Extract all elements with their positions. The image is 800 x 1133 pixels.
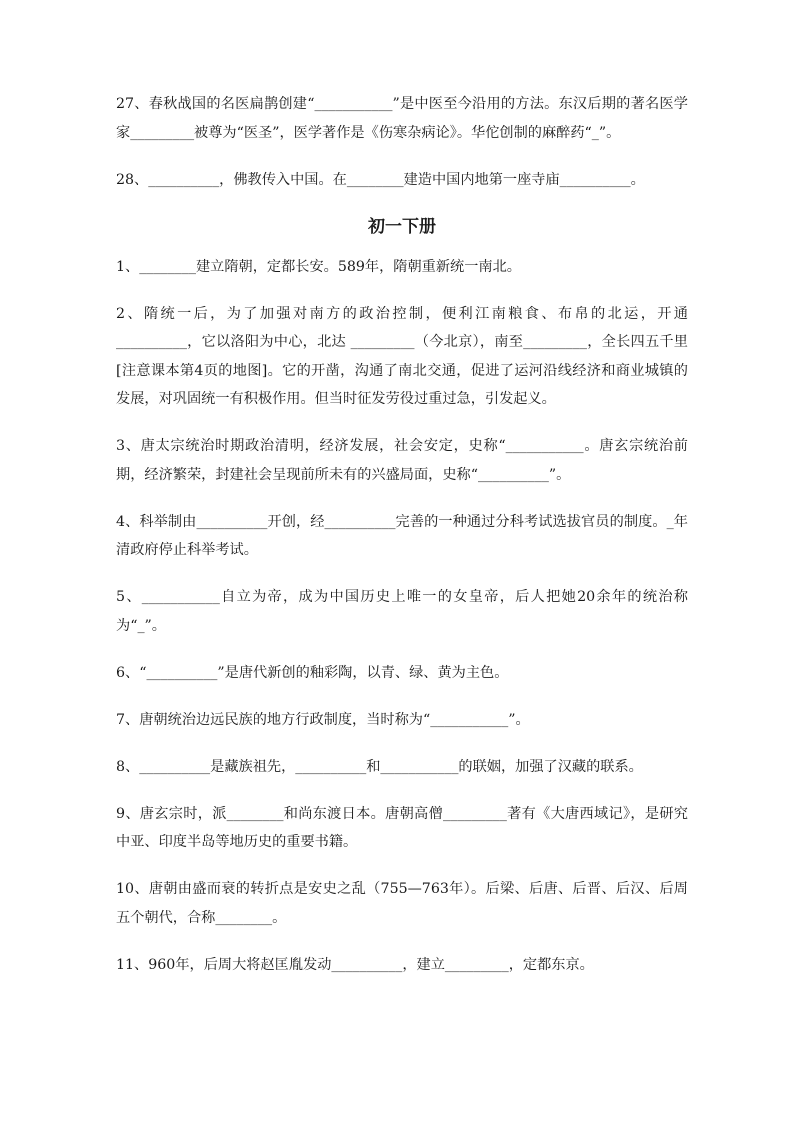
question-10: 10、唐朝由盛而衰的转折点是安史之乱（755—763年）。后梁、后唐、后晋、后汉、后周五个朝代，合称________。	[116, 881, 688, 926]
question-7: 7、唐朝统治边远民族的地方行政制度，当时称为“___________”。	[116, 711, 530, 728]
question-9: 9、唐玄宗时，派________和尚东渡日本。唐朝高僧_________著有《大唐西域记》，是研究中亚、印度半岛等地历史的重要书籍。	[116, 805, 688, 850]
question-2: 2、隋统一后，为了加强对南方的政治控制，便利江南粮食、布帛的北运，开通__________，它以洛阳为中心，北达 _________（今北京），南至_________，全长四五千里[注意课本第4页的地图]。它的开凿，沟通了南北交通，促进了运河沿线经济和商业城镇的发展，对巩固统一有积极作用。但当时征发劳役过重过急，引发起义。	[116, 305, 688, 407]
question-27: 27、春秋战国的名医扁鹊创建“___________”是中医至今沿用的方法。东汉后期的著名医学家_________被尊为“医圣”，医学著作是《伤寒杂病论》。华佗创制的麻醉药“_”。	[116, 96, 688, 141]
document-page	[116, 90, 688, 998]
question-8: 8、__________是藏族祖先，__________和___________的联姻，加强了汉藏的联系。	[116, 758, 643, 775]
question-4: 4、科举制由__________开创，经__________完善的一种通过分科考试选拔官员的制度。_年清政府停止科举考试。	[116, 513, 688, 558]
question-6: 6、“__________”是唐代新创的釉彩陶，以青、绿、黄为主色。	[116, 664, 509, 681]
question-3: 3、唐太宗统治时期政治清明，经济发展，社会安定，史称“___________。唐玄宗统治前期，经济繁荣，封建社会呈现前所未有的兴盛局面，史称“__________”。	[116, 438, 688, 483]
question-1: 1、________建立隋朝，定都长安。589年，隋朝重新统一南北。	[116, 258, 521, 275]
question-28: 28、__________，佛教传入中国。在________建造中国内地第一座寺庙__________。	[116, 171, 645, 188]
section-title: 初一下册	[368, 216, 436, 237]
question-11: 11、960年，后周大将赵匡胤发动__________，建立_________，定都东京。	[116, 956, 594, 973]
question-5: 5、___________自立为帝，成为中国历史上唯一的女皇帝，后人把她20余年的统治称为“_”。	[116, 589, 688, 634]
